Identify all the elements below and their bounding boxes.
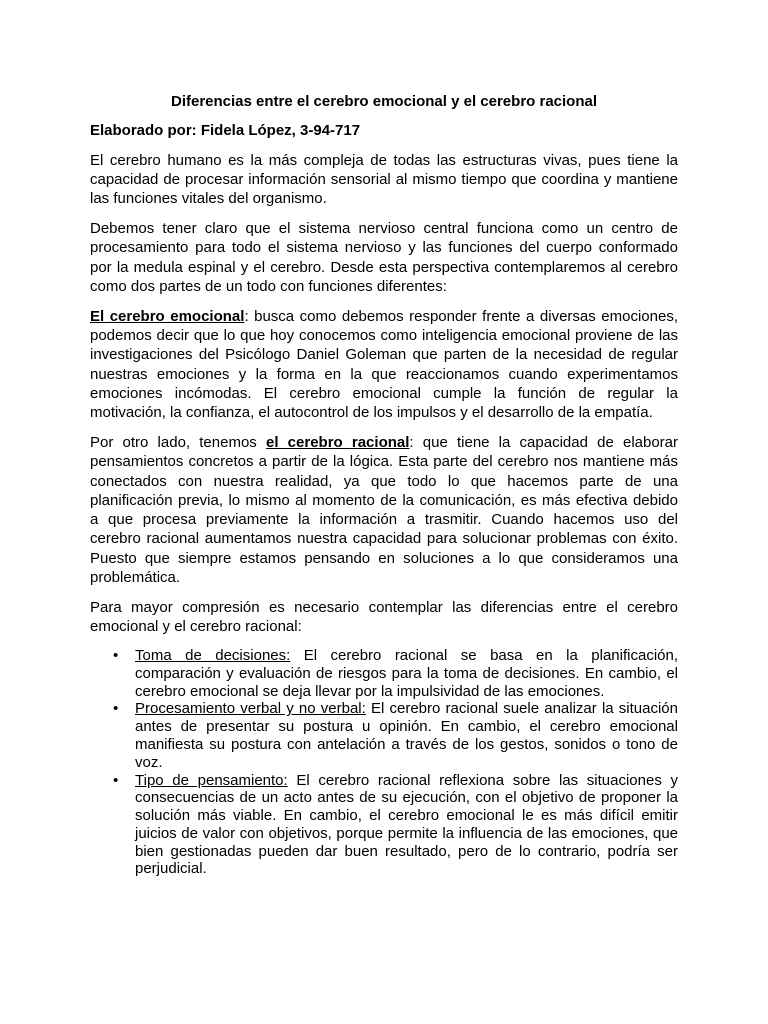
text-line (135, 700, 678, 718)
text-line: juicios de valor con objetivos, porque permite la influencia de las emociones, que (135, 824, 678, 842)
text-line: voz. (135, 753, 163, 771)
text-segment: El cerebro racional suele analizar la situación (365, 700, 678, 718)
text-line: Puesto que siempre estamos pensando en soluciones a lo que consideramos una (90, 549, 678, 567)
text-line: consecuencias de un acto antes de su ejecución, con el objetivo de proponer la (135, 789, 678, 807)
text-line (135, 647, 678, 665)
text-line: investigaciones del Psicólogo Daniel Goleman que parten de la necesidad de regular (90, 346, 678, 364)
paragraph-rational-brain (90, 433, 678, 587)
document-body (90, 92, 678, 878)
text-line: capacidad de procesar información sensorial al mismo tiempo que coordina y mantiene (90, 170, 678, 188)
text-line: perjudicial. (135, 860, 207, 878)
text-segment: Por otro lado, tenemos (90, 433, 266, 451)
text-line: antes de presentar su postura u opinión. En cambio, el cerebro emocional (135, 718, 678, 736)
bullet-icon: • (113, 771, 119, 789)
bullet-icon: • (113, 646, 119, 664)
text-segment: El cerebro racional se basa en la planificación, (290, 646, 678, 664)
text-line: planificación previa, lo mismo al momento de la comunicación, es más efectiva debido (90, 491, 678, 509)
text-line: cerebro emocional se deja llevar por la impulsividad de las emociones. (135, 682, 605, 700)
text-line: emociones incómodas. El cerebro emocional cumple la función de regular la (90, 384, 678, 402)
item-label: Procesamiento verbal y no verbal: (135, 700, 366, 718)
text-line: motivación, la confianza, el autocontrol de los impulsos y el desarrollo de la empatía. (90, 404, 653, 422)
rational-brain-term: el cerebro racional (265, 433, 410, 451)
text-line: manifiesta su postura con antelación a través de los gestos, sonidos o tono de (135, 735, 678, 753)
text-segment: : que tiene la capacidad de elaborar (409, 433, 679, 451)
list-item (113, 646, 678, 700)
emotional-brain-term: El cerebro emocional (90, 307, 245, 325)
text-line: bien gestionadas pueden dar buen resultado, pero de lo contrario, podría ser (135, 842, 678, 860)
text-line: conectados con nuestra realidad, ya que todo lo que hacemos parte de una (90, 472, 678, 490)
text-line (90, 307, 678, 326)
bullet-icon: • (113, 700, 119, 718)
text-segment: El cerebro racional reflexiona sobre las situaciones y (287, 771, 678, 789)
author-line: Elaborado por: Fidela López, 3-94-717 (90, 122, 361, 140)
text-line: pensamientos concretos a partir de la lógica. Esta parte del cerebro nos mantiene más (90, 453, 678, 471)
item-label: Toma de decisiones: (135, 646, 291, 664)
document-title: Diferencias entre el cerebro emocional y el cerebro racional (170, 93, 598, 110)
list-item (113, 700, 678, 771)
text-line: por la medula espinal y el cerebro. Desde esta perspectiva contemplaremos al cerebro (90, 258, 678, 276)
paragraph-nervous-system (90, 219, 678, 296)
text-line (90, 433, 678, 452)
differences-list (113, 646, 678, 878)
list-item (113, 771, 678, 879)
text-line: comparación y evaluación de riesgos para la toma de decisiones. En cambio, el (135, 664, 678, 682)
text-line: El cerebro humano es la más compleja de todas las estructuras vivas, pues tiene la (90, 151, 678, 169)
text-line: Debemos tener claro que el sistema nervioso central funciona como un centro de (90, 219, 678, 237)
text-line: cerebro racional aumentamos nuestra capacidad para solucionar problemas con éxito. (90, 530, 678, 548)
text-line: podemos decir que lo que hoy conocemos como inteligencia emocional proviene de las (90, 326, 678, 344)
text-line: a que procesa previamente la información a trasmitir. Cuando hacemos uso del (90, 511, 678, 529)
text-line: como dos partes de un todo con funciones diferentes: (90, 277, 447, 295)
paragraph-emotional-brain (90, 307, 678, 423)
text-segment: : busca como debemos responder frente a diversas emociones, (244, 307, 678, 325)
text-line: emocional y el cerebro racional: (90, 618, 302, 636)
text-line: las funciones vitales del organismo. (90, 190, 327, 208)
paragraph-comparison-intro (90, 598, 678, 637)
item-label: Tipo de pensamiento: (135, 771, 288, 789)
text-line: procesamiento para todo el sistema nervioso y las funciones del cuerpo conformado (90, 239, 678, 257)
text-line: problemática. (90, 569, 181, 587)
text-line: nuestras emociones y la forma en la que reaccionamos cuando experimentamos (90, 365, 678, 383)
text-line: solución más viable. En cambio, el cerebro emocional le es más difícil emitir (135, 807, 678, 825)
paragraph-intro (90, 151, 678, 209)
text-line (135, 772, 678, 790)
text-line: Para mayor compresión es necesario contemplar las diferencias entre el cerebro (90, 598, 678, 616)
